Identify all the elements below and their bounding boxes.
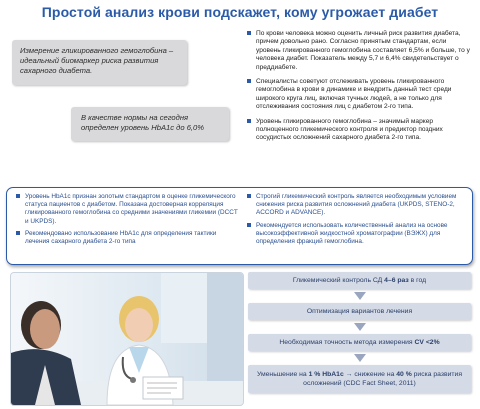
flow-step-text: Оптимизация вариантов лечения <box>306 308 413 315</box>
flow-step-text: Гликемический контроль СД <box>292 277 385 284</box>
doctor-patient-photo <box>10 272 244 406</box>
info-column-right <box>247 193 469 250</box>
bullet-text: Специалисты советуют отслеживать уровень гликированного гемоглобина в крови в динамике и внедрить данный тест среди широкого круга лиц, включая тучных людей, а не только для отслеживания состояния лиц с диабетом 2-го типа. <box>256 78 452 111</box>
bullet-square-icon <box>247 223 251 227</box>
down-arrow-icon <box>354 323 366 331</box>
bullet-item <box>247 30 472 72</box>
bullet-square-icon <box>16 194 20 198</box>
bullet-item <box>247 118 472 143</box>
bullet-text: Уровень гликированного гемоглобина – значимый маркер полноценного гликемического контроля и предиктор поздних сосудистых осложнений сахарного диабета 2-го типа. <box>256 117 443 142</box>
info-bullet-item <box>247 222 469 247</box>
flow-step-text: риска развития осложнений (CDC Fact Sheet, 2011) <box>303 371 463 387</box>
flow-step-highlight: 40 % <box>396 371 412 378</box>
info-bullet-item <box>247 193 469 218</box>
bullet-square-icon <box>247 31 251 35</box>
callout-norm-text: В качестве нормы на сегодня определен уровень HbA1c до 6,0% <box>81 113 205 132</box>
flow-step-highlight: 1 % HbA1c <box>308 371 344 378</box>
flow-step-text: Необходимая точность метода измерения <box>279 339 415 346</box>
info-panel <box>6 187 473 265</box>
flow-diagram <box>248 272 471 393</box>
bullet-square-icon <box>247 119 251 123</box>
page-title: Простой анализ крови подскажет, кому угрожает диабет <box>41 4 439 20</box>
info-bullet-text: Уровень HbA1c признан золотым стандартом в оценке гликемического статуса пациентов с диабетом. Показана достоверная корреляция гликированного гемоглобина со средними значениями гликемии (DCCT и UKPDS). <box>25 193 238 225</box>
flow-step-text: Уменьшение на <box>256 371 309 378</box>
doctor-patient-illustration <box>11 273 243 405</box>
flow-step-control <box>248 272 471 289</box>
bullet-square-icon <box>16 231 20 235</box>
info-bullet-item <box>16 230 238 246</box>
flow-step-highlight: CV <2% <box>414 339 440 346</box>
flow-step-highlight: 4–6 раз <box>384 277 409 284</box>
bullet-square-icon <box>247 194 251 198</box>
info-bullet-item <box>16 193 238 226</box>
info-bullet-text: Строгий гликемический контроль является необходимым условием снижения риска развития осложнений диабета (UKPDS, STENO-2, ACCORD и ADVANCE). <box>256 193 457 217</box>
bullet-item <box>247 78 472 112</box>
flow-step-text: в год <box>408 277 427 284</box>
info-bullet-text: Рекомендуется использовать количественный анализ на основе высокоэффективной жидкостной хроматографии (ВЭЖХ) для определения фракций гемоглобина. <box>256 221 448 246</box>
info-bullet-text: Рекомендовано использование HbA1c для определения тактики лечения сахарного диабета 2-го типа <box>25 229 217 246</box>
down-arrow-icon <box>354 292 366 300</box>
flow-step-accuracy <box>248 334 471 351</box>
right-bullet-list <box>247 30 472 149</box>
callout-norm <box>71 107 229 141</box>
flow-step-text: → снижение на <box>343 371 397 378</box>
callout-biomarker-text: Измерение гликированного гемоглобина – идеальный биомаркер риска развития сахарного диабета. <box>20 46 174 75</box>
bullet-square-icon <box>247 79 251 83</box>
callout-biomarker <box>12 40 187 85</box>
flow-step-optimization <box>248 303 471 320</box>
info-column-left <box>16 193 238 250</box>
flow-step-reduction <box>248 365 471 393</box>
down-arrow-icon <box>354 354 366 362</box>
bullet-text: По крови человека можно оценить личный риск развития диабета, причем довольно рано. Согласно принятым стандартам, если уровень гликированного гемоглобина составляет 6,5% и больше, то у человека диабет. Показатель между 5,7 и 6,4% свидетельствует о преддиабете. <box>256 30 470 71</box>
